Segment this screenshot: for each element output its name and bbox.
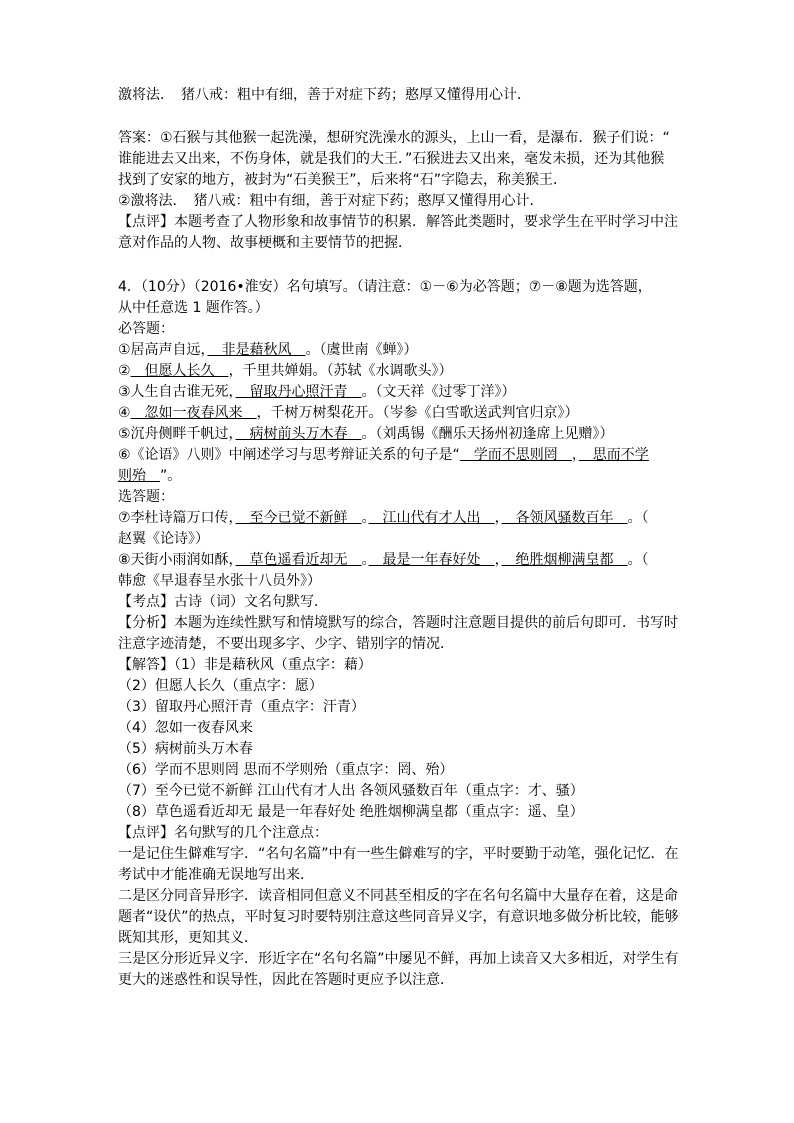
line-text: 二是区分同音异形字．读音相同但意义不同甚至相反的字在名句名篇中大量存在着，这是命 bbox=[118, 888, 678, 904]
line-text: ⑥《论语》八则》中阐述学习与思考辩证关系的句子是“ bbox=[118, 447, 460, 463]
text-line bbox=[118, 739, 253, 759]
answer-blank: 病树前头万木春 bbox=[235, 426, 362, 442]
line-text: ⑦李杜诗篇万口传， bbox=[118, 510, 236, 526]
answer-blank: 思而不学 bbox=[578, 447, 649, 463]
line-text: （7）至今已觉不新鲜 江山代有才人出 各领风骚数百年（重点字：才、骚） bbox=[118, 783, 584, 799]
text-line bbox=[118, 529, 209, 549]
answer-blank: 最是一年春好处 bbox=[368, 552, 495, 568]
line-text: 一是记住生僻难写字．“名句名篇”中有一些生僻难写的字，平时要勤于动笔，强化记忆．在 bbox=[118, 846, 679, 862]
text-line bbox=[118, 865, 314, 885]
line-text: （6）学而不思则罔 思而不学则殆（重点字：罔、殆） bbox=[118, 762, 454, 778]
line-text: 【点评】本题考查了人物形象和故事情节的积累．解答此类题时，要求学生在平时学习中注 bbox=[118, 214, 678, 230]
text-line bbox=[118, 613, 678, 633]
answer-blank: 非是藉秋风 bbox=[207, 342, 306, 358]
line-text: 。（ bbox=[627, 552, 649, 568]
text-line bbox=[118, 928, 258, 948]
line-text: 意对作品的人物、故事梗概和主要情节的把握． bbox=[118, 235, 412, 251]
text-line bbox=[118, 823, 328, 843]
answer-blank: 留取丹心照汗青 bbox=[235, 384, 362, 400]
text-line bbox=[118, 592, 328, 612]
line-text: 选答题： bbox=[118, 489, 174, 505]
answer-blank: 江山代有才人出 bbox=[368, 510, 495, 526]
text-line bbox=[118, 233, 412, 253]
text-line bbox=[118, 571, 321, 591]
line-text: 既知其形，更知其义． bbox=[118, 930, 258, 946]
text-line bbox=[118, 718, 253, 738]
line-text: 【考点】古诗（词）文名句默写． bbox=[118, 594, 328, 610]
line-text: 【点评】名句默写的几个注意点： bbox=[118, 825, 328, 841]
line-text: ②激将法． 猪八戒：粗中有细，善于对症下药；憨厚又懂得用心计． bbox=[118, 193, 544, 209]
line-text: 找到了安家的地方，被封为“石美猴王”，后来将“石”字隐去，称美猴王． bbox=[118, 172, 568, 188]
text-line bbox=[118, 191, 544, 211]
answer-blank: 学而不思则罔 bbox=[459, 447, 572, 463]
text-line bbox=[118, 508, 649, 528]
text-line bbox=[118, 445, 649, 465]
answer-blank: 但愿人长久 bbox=[130, 363, 229, 379]
line-text: 【解答】（1）非是藉秋风（重点字：藉） bbox=[118, 657, 372, 673]
answer-blank: 各领风骚数百年 bbox=[501, 510, 628, 526]
text-line bbox=[118, 170, 567, 190]
text-line bbox=[118, 128, 670, 148]
text-line bbox=[118, 634, 454, 654]
text-line bbox=[118, 149, 664, 169]
text-line bbox=[118, 697, 365, 717]
line-text: （4）忽如一夜春风来 bbox=[118, 720, 253, 736]
line-text: 赵翼《论诗》） bbox=[118, 531, 209, 547]
text-line bbox=[118, 298, 269, 318]
text-line bbox=[118, 781, 584, 801]
answer-blank: 忽如一夜春风来 bbox=[130, 405, 257, 421]
line-text: （2）但愿人长久（重点字：愿） bbox=[118, 678, 323, 694]
answer-blank: 绝胜烟柳满皇都 bbox=[501, 552, 628, 568]
line-text: 考试中才能准确无误地写出来． bbox=[118, 867, 314, 883]
line-text: 题者“设伏”的热点，平时复习时要特别注意这些同音异义字，有意识地多做分析比较，能够 bbox=[118, 909, 679, 925]
text-line bbox=[118, 212, 678, 232]
line-text: 。（ bbox=[627, 510, 649, 526]
line-text: （5）病树前头万木春 bbox=[118, 741, 253, 757]
text-line bbox=[118, 844, 679, 864]
line-text: （8）草色遥看近却无 最是一年春好处 绝胜烟柳满皇都（重点字：遥、皇） bbox=[118, 804, 584, 820]
text-line bbox=[118, 802, 584, 822]
text-line bbox=[118, 676, 323, 696]
text-line bbox=[118, 949, 679, 969]
line-text: ①居高声自远， bbox=[118, 342, 208, 358]
text-line bbox=[118, 403, 579, 423]
text-line bbox=[118, 760, 453, 780]
text-line bbox=[118, 340, 418, 360]
answer-blank: 则殆 bbox=[118, 468, 160, 484]
line-text: 。 bbox=[361, 510, 369, 526]
line-text: 。（刘禹锡《酬乐天扬州初逢席上见赠》） bbox=[361, 426, 614, 442]
line-text: 【分析】本题为连续性默写和情境默写的综合，答题时注意题目提供的前后句即可．书写时 bbox=[118, 615, 678, 631]
text-line bbox=[118, 319, 174, 339]
line-text: 注意字迹清楚，不要出现多字、少字、错别字的情况． bbox=[118, 636, 454, 652]
text-line bbox=[118, 487, 174, 507]
answer-blank: 至今已觉不新鲜 bbox=[235, 510, 362, 526]
line-text: 。 bbox=[361, 552, 369, 568]
line-text: ，千树万树梨花开。（岑参《白雪歌送武判官归京》） bbox=[256, 405, 579, 421]
line-text: 韩愈《早退春呈水张十八员外》） bbox=[118, 573, 321, 589]
line-text: ③人生自古谁无死， bbox=[118, 384, 236, 400]
text-line bbox=[118, 277, 652, 297]
line-text: 答案：①石猴与其他猴一起洗澡，想研究洗澡水的源头，上山一看，是瀑布．猴子们说：“ bbox=[118, 130, 670, 146]
line-text: ， bbox=[494, 552, 502, 568]
line-text: 。（虞世南《蝉》） bbox=[305, 342, 418, 358]
text-line bbox=[118, 970, 454, 990]
text-line bbox=[118, 907, 679, 927]
text-line bbox=[118, 361, 453, 381]
answer-blank: 草色遥看近却无 bbox=[235, 552, 362, 568]
text-line bbox=[118, 85, 531, 105]
line-text: （3）留取丹心照汗青（重点字：汗青） bbox=[118, 699, 365, 715]
line-text: 谁能进去又出来，不伤身体，就是我们的大王．”石猴进去又出来，毫发未损，还为其他猴 bbox=[118, 151, 665, 167]
text-line bbox=[118, 382, 516, 402]
line-text: 激将法． 猪八戒：粗中有细，善于对症下药；憨厚又懂得用心计． bbox=[118, 87, 531, 103]
text-line bbox=[118, 886, 678, 906]
line-text: 必答题： bbox=[118, 321, 174, 337]
line-text: ② bbox=[118, 363, 131, 379]
line-text: ⑧天街小雨润如酥， bbox=[118, 552, 236, 568]
line-text: ⑤沉舟侧畔千帆过， bbox=[118, 426, 236, 442]
line-text: 更大的迷惑性和误导性，因此在答题时更应予以注意． bbox=[118, 972, 454, 988]
line-text: 三是区分形近异义字．形近字在“名句名篇”中屡见不鲜，再加上读音又大多相近，对学生有 bbox=[118, 951, 679, 967]
line-text: 从中任意选 1 题作答。） bbox=[118, 300, 269, 316]
line-text: ， bbox=[571, 447, 579, 463]
line-text: ， bbox=[494, 510, 502, 526]
line-text: ，千里共婵娟。（苏轼《水调歌头》） bbox=[228, 363, 453, 379]
line-text: ④ bbox=[118, 405, 131, 421]
text-line bbox=[118, 655, 372, 675]
text-line bbox=[118, 550, 649, 570]
text-line bbox=[118, 466, 181, 486]
line-text: 4．（10分）（2016•淮安）名句填写。（请注意：①－⑥为必答题；⑦－⑧题为选答题， bbox=[118, 279, 652, 295]
text-line bbox=[118, 424, 614, 444]
line-text: 。（文天祥《过零丁洋》） bbox=[361, 384, 516, 400]
line-text: ”。 bbox=[160, 468, 182, 484]
